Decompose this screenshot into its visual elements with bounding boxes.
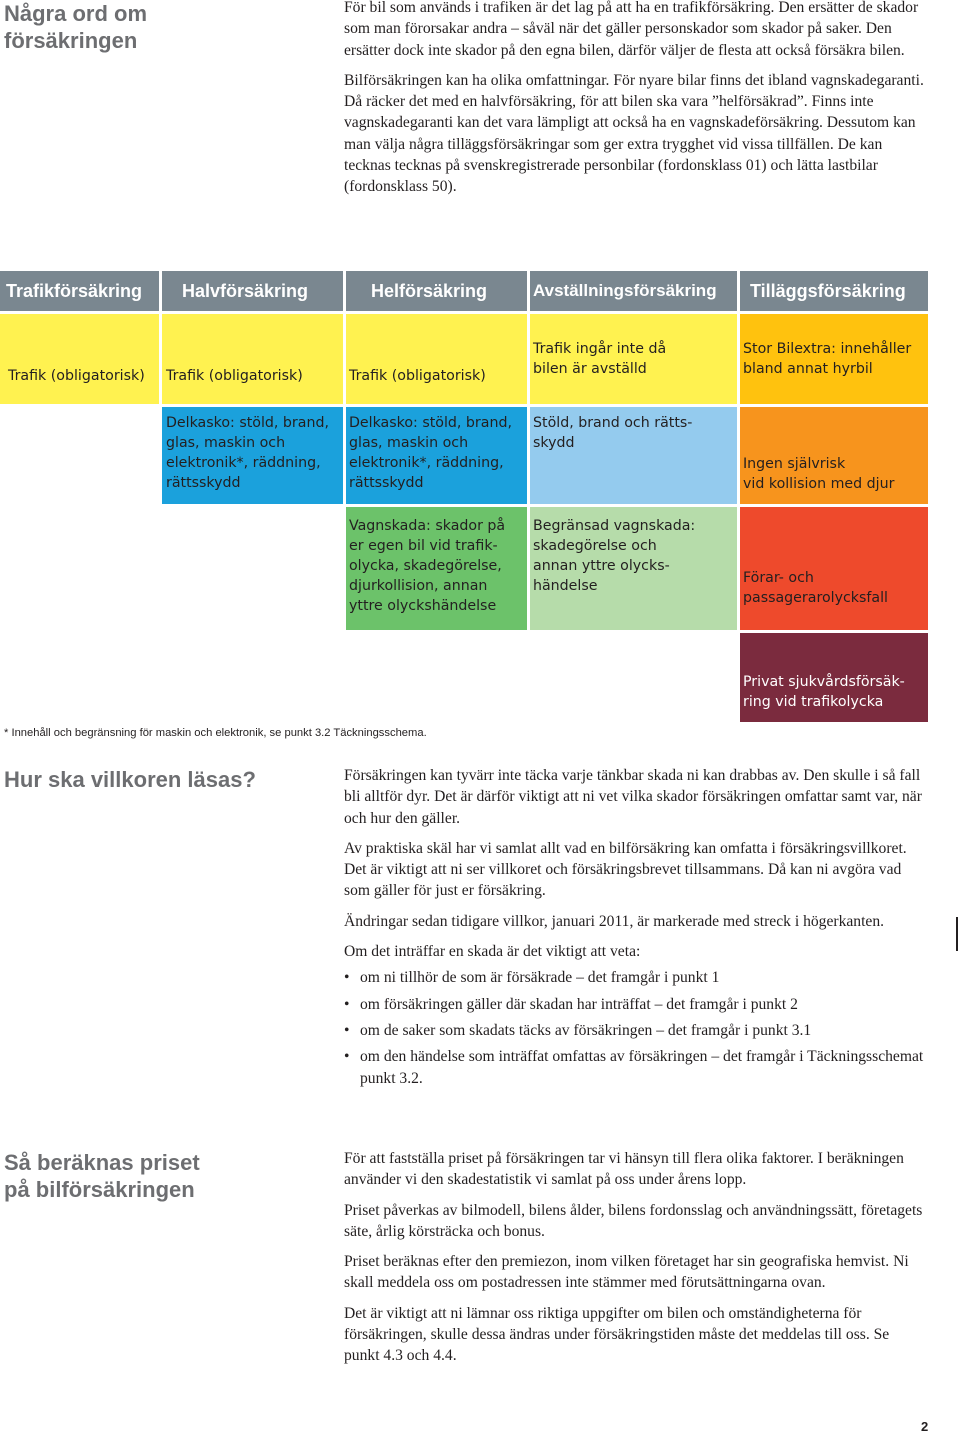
intro-heading: Några ord om försäkringen: [4, 1, 148, 53]
cell-delkasko-tillagg: Ingen självrisk vid kollision med djur: [740, 407, 928, 504]
table-footnote: * Innehåll och begränsning för maskin och elektronik, se punkt 3.2 Täckningsschema.: [4, 727, 427, 739]
cell-vagnskada-tillagg: Förar- och passagerarolycksfall: [740, 507, 928, 630]
list-item: • om den händelse som inträffat omfattas av försäkringen – det framgår i Täckningsschemat punkt 3.2.: [344, 1046, 924, 1089]
cell-vagnskada-helforsakring: Vagnskada: skador på er egen bil vid trafik- olycka, skadegörelse, djurkollision, annan yttre olyckshändelse: [346, 507, 527, 630]
intro-paragraph: För bil som används i trafiken är det lag på att ha en trafikförsäkring. Den ersätter de skador som man förorsakar andra – såväl när det gäller personskador som skador på saker. Den ersätter dock inte skador på den egna bilen, därför väljer de flesta att också försäkra bilen.: [344, 0, 919, 59]
villkor-heading: Hur ska villkoren läsas?: [4, 767, 256, 792]
cell-trafik-tillagg: Stor Bilextra: innehåller bland annat hyrbil: [740, 314, 928, 404]
cell-delkasko-avstallning: Stöld, brand och rätts- skydd: [530, 407, 737, 504]
list-item: • om de saker som skadats täcks av försäkringen – det framgår i punkt 3.1: [344, 1020, 924, 1041]
cell-trafik-avstallning: Trafik ingår inte då bilen är avställd: [530, 314, 737, 404]
pris-paragraph: Priset påverkas av bilmodell, bilens ålder, bilens fordonsslag och användningssätt, företagets säte, årlig körsträcka och bonus.: [344, 1201, 923, 1240]
pris-paragraph: Det är viktigt att ni lämnar oss riktiga uppgifter om bilen och omständigheterna för försäkringen, skulle dessa ändras under försäkringstiden måste det meddelas till oss. Se punkt 4.3 och 4.4.: [344, 1304, 890, 1365]
intro-text: [344, 0, 924, 207]
villkor-paragraph: Om det inträffar en skada är det viktigt att veta:: [344, 943, 641, 961]
column-header-tillaggsforsakring: Tilläggsförsäkring: [740, 271, 928, 311]
villkor-paragraph: Ändringar sedan tidigare villkor, januari 2011, är markerade med streck i högerkanten.: [344, 912, 885, 930]
column-header-avstallningsforsakring: Avställningsförsäkring: [530, 271, 737, 311]
villkor-paragraph: Försäkringen kan tyvärr inte täcka varje tänkbar skada ni kan drabbas av. Den skulle i så fall bli alltför dyr. Det är därför viktigt att ni vet vilka skador försäkringen omfattar samt var, när och hur den gäller.: [344, 767, 922, 827]
pris-text: [344, 1148, 924, 1376]
pris-heading: Så beräknas priset på bilförsäkringen: [4, 1150, 200, 1202]
list-item: • om ni tillhör de som är försäkrade – det framgår i punkt 1: [344, 967, 924, 988]
page-number: 2: [921, 1419, 929, 1434]
list-item: • om försäkringen gäller där skadan har inträffat – det framgår i punkt 2: [344, 994, 924, 1015]
change-marker-bar: [956, 917, 958, 951]
intro-paragraph: Bilförsäkringen kan ha olika omfattningar. För nyare bilar finns det ibland vagnskadegaranti. Då räcker det med en halvförsäkring, för att bilen ska vara ”helförsäkrad”. Finns inte vagnskadegaranti kan det vara lämpligt att också ha en vagnskadeförsäkring. Dessutom kan man välja några tilläggsförsäkringar som ger extra trygghet vid vissa tillfällen. De kan tecknas tecknas på svenskregistrerade personbilar (fordonsklass 01) och lätta lastbilar (fordonsklass 50).: [344, 71, 924, 196]
cell-delkasko-halvforsakring: Delkasko: stöld, brand, glas, maskin och elektronik*, räddning, rättsskydd: [162, 407, 343, 504]
cell-trafik-helforsakring: Trafik (obligatorisk): [346, 314, 527, 404]
cell-trafik-halvforsakring: Trafik (obligatorisk): [162, 314, 343, 404]
cell-trafik-trafikforsakring: Trafik (obligatorisk): [0, 314, 159, 404]
villkor-text: [344, 765, 924, 1094]
pris-paragraph: För att fastställa priset på försäkringen tar vi hänsyn till flera olika faktorer. I beräkningen använder vi den skadestatistik vi samlat på oss under årens lopp.: [344, 1150, 904, 1189]
villkor-paragraph: Av praktiska skäl har vi samlat allt vad en bilförsäkring kan omfatta i försäkringsvillkoret. Det är viktigt att ni ser villkoret och försäkringsbrevet tillsammans. Då kan ni avgöra vad som gäller för just er försäkring.: [344, 839, 907, 900]
column-header-helforsakring: Helförsäkring: [346, 271, 527, 311]
cell-sjukvard-tillagg: Privat sjukvårdsförsäk- ring vid trafikolycka: [740, 633, 928, 722]
cell-delkasko-helforsakring: Delkasko: stöld, brand, glas, maskin och elektronik*, räddning, rättsskydd: [346, 407, 527, 504]
villkor-bullet-list: [344, 967, 924, 1088]
column-header-halvforsakring: Halvförsäkring: [162, 271, 343, 311]
cell-vagnskada-avstallning: Begränsad vagnskada: skadegörelse och annan yttre olycks- händelse: [530, 507, 737, 630]
pris-paragraph: Priset beräknas efter den premiezon, inom vilken företaget har sin geografiska hemvist. Ni skall meddela oss om postadressen inte stämmer med förutsättningarna ovan.: [344, 1253, 909, 1292]
column-header-trafikforsakring: Trafikförsäkring: [0, 271, 159, 311]
